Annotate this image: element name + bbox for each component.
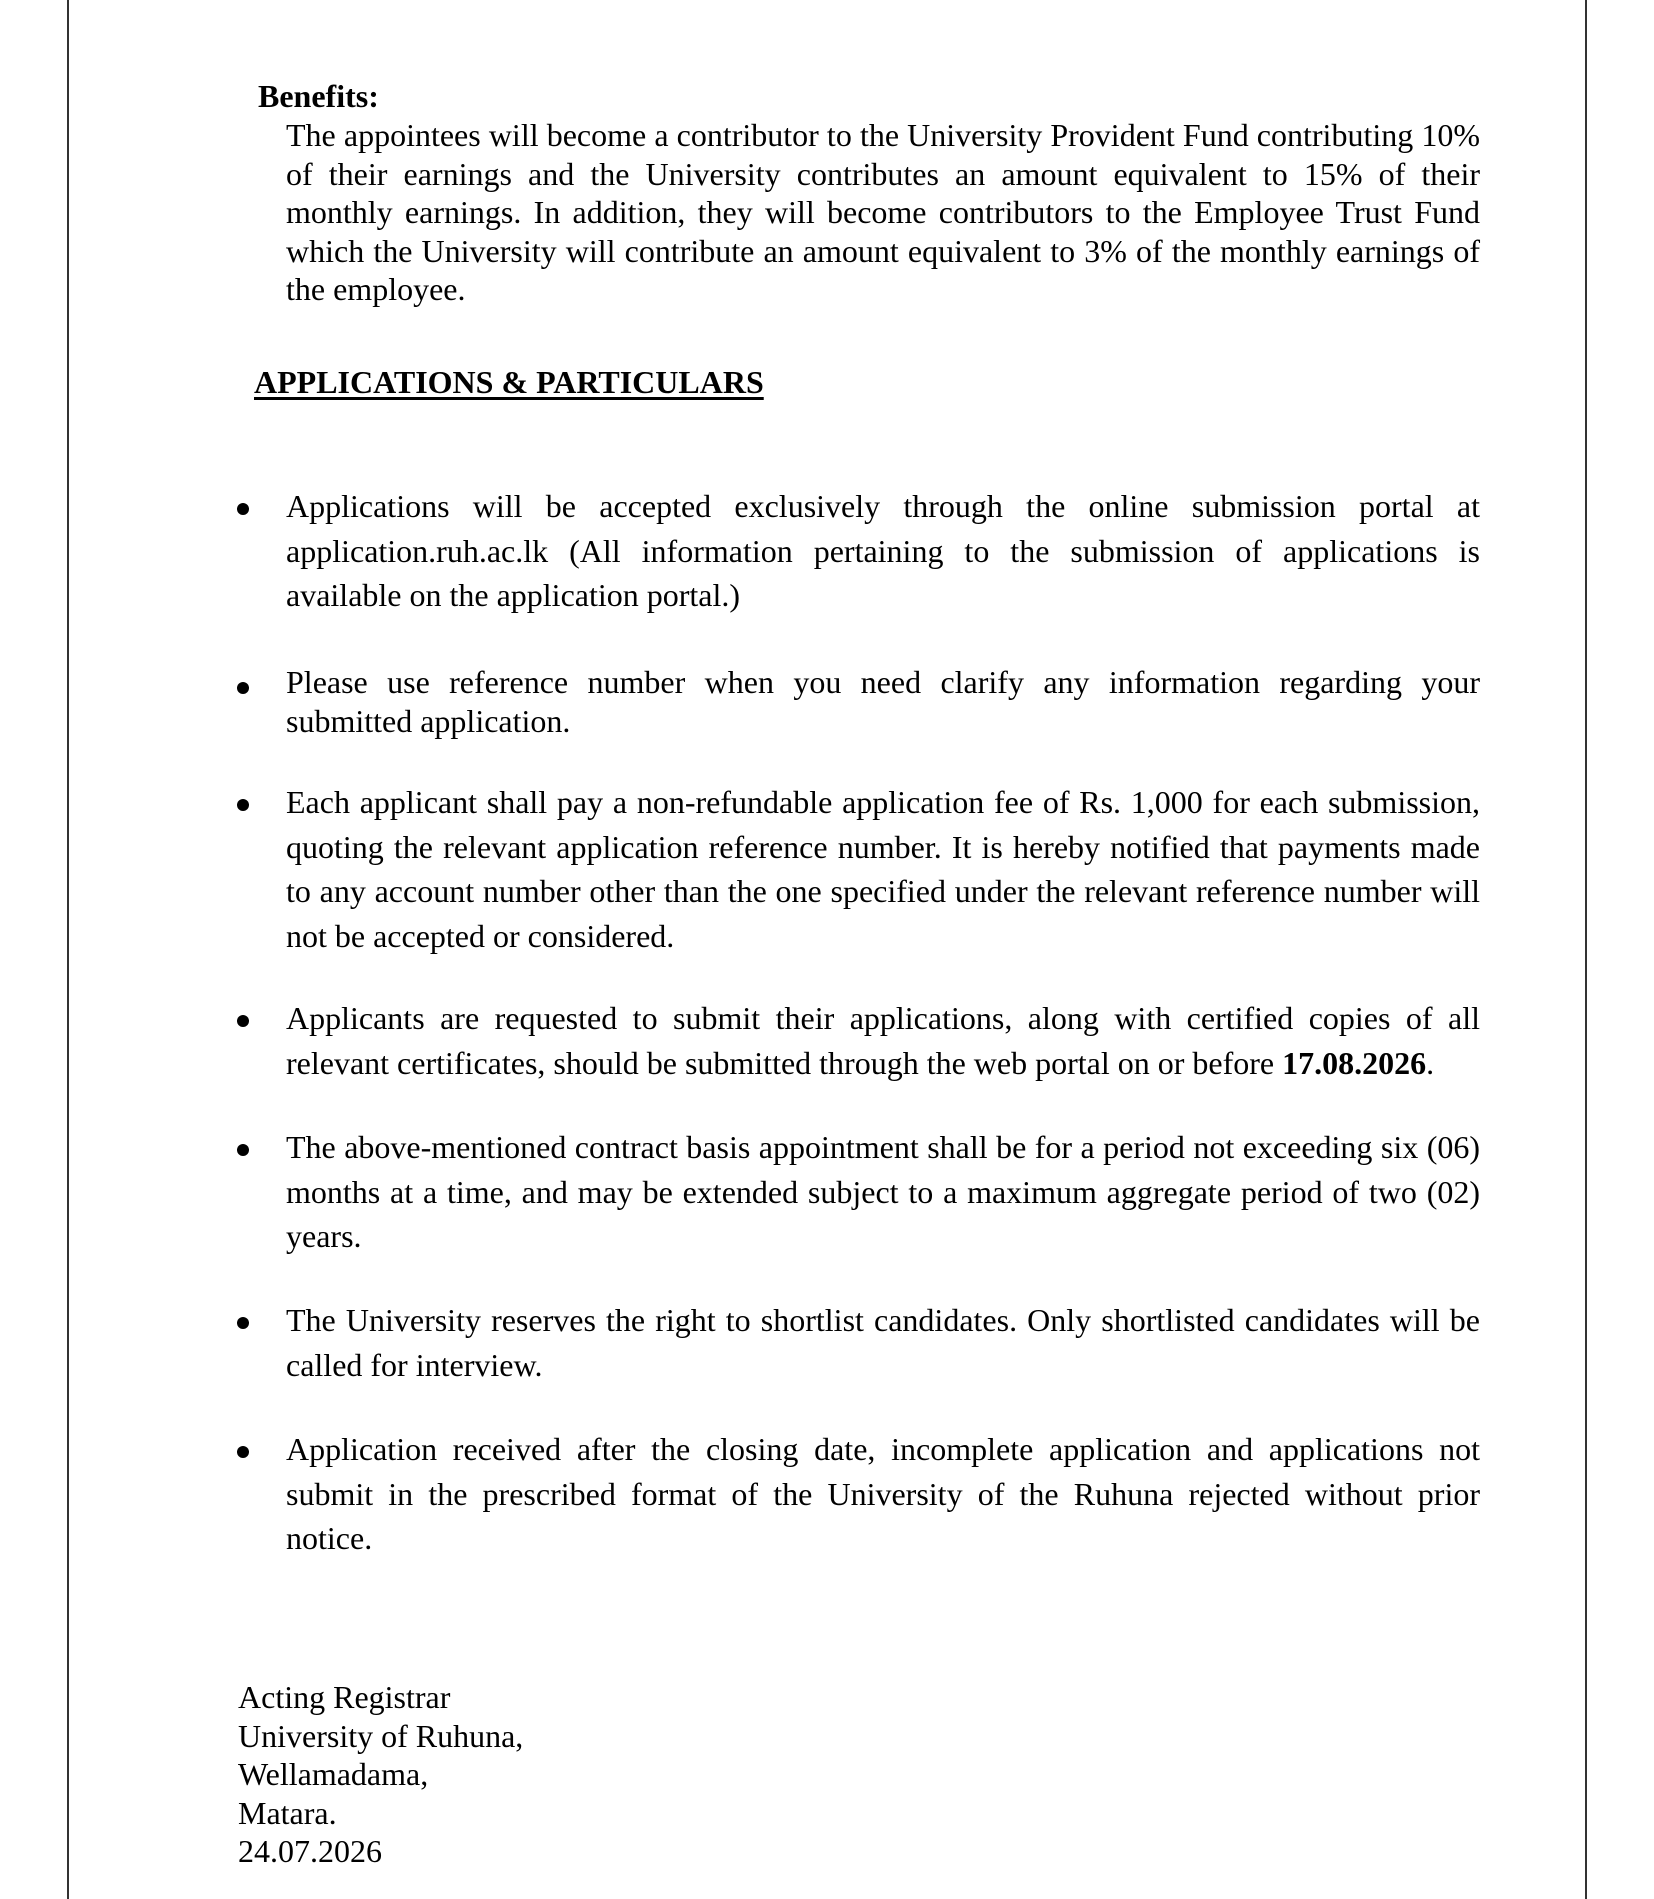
bullet-text xyxy=(286,996,1480,1085)
page-border-left xyxy=(67,0,69,1899)
signatory-title: Acting Registrar xyxy=(238,1679,451,1715)
bullet-text: Please use reference number when you need clarify any information regarding your submitted application. xyxy=(286,664,1480,739)
bullet-dot-icon xyxy=(237,503,249,515)
bullet-dot-icon xyxy=(237,1317,249,1329)
signatory-institution: University of Ruhuna, xyxy=(238,1717,524,1754)
bullet-text-before: Applicants are requested to submit their applications, along with certified copies of all relevant certificates, should be submitted through the web portal on or before xyxy=(286,1000,1480,1081)
signature-block xyxy=(238,1678,523,1871)
bullet-dot-icon xyxy=(237,682,249,694)
bullet-text: Applications will be accepted exclusively through the online submission portal at application.ruh.ac.lk (All information pertaining to the submission of applications is available on the application portal.) xyxy=(286,488,1480,613)
page-border-right xyxy=(1585,0,1587,1899)
benefits-heading: Benefits: xyxy=(258,78,379,114)
benefits-paragraph: The appointees will become a contributor to the University Provident Fund contributing 10% of their earnings and the University contributes an amount equivalent to 15% of their monthly earnings. In addition, they will become contributors to the Employee Trust Fund which the University will contribute an amount equivalent to 3% of the monthly earnings of the employee. xyxy=(286,117,1480,308)
bullet-dot-icon xyxy=(237,799,249,811)
signatory-locality: Wellamadama, xyxy=(238,1756,429,1793)
bullet-dot-icon xyxy=(237,1015,249,1027)
bullet-dot-icon xyxy=(237,1446,249,1458)
applications-heading: APPLICATIONS & PARTICULARS xyxy=(254,364,764,400)
closing-date: 17.08.2026 xyxy=(1282,1044,1427,1081)
signatory-city: Matara. xyxy=(238,1794,337,1831)
bullet-text: The University reserves the right to shortlist candidates. Only shortlisted candidates will be called for interview. xyxy=(286,1302,1480,1383)
bullet-text: The above-mentioned contract basis appointment shall be for a period not exceeding six (06) months at a time, and may be extended subject to a maximum aggregate period of two (02) years. xyxy=(286,1129,1480,1254)
bullet-text: Application received after the closing date, incomplete application and applications not submit in the prescribed format of the University of the Ruhuna rejected without prior notice. xyxy=(286,1431,1480,1556)
bullet-dot-icon xyxy=(237,1144,249,1156)
bullet-text: Each applicant shall pay a non-refundable application fee of Rs. 1,000 for each submission, quoting the relevant application reference number. It is hereby notified that payments made to any account number other than the one specified under the relevant reference number will not be accepted or considered. xyxy=(286,784,1480,954)
bullet-text-after: . xyxy=(1426,1044,1435,1081)
signature-date: 24.07.2026 xyxy=(238,1833,382,1870)
